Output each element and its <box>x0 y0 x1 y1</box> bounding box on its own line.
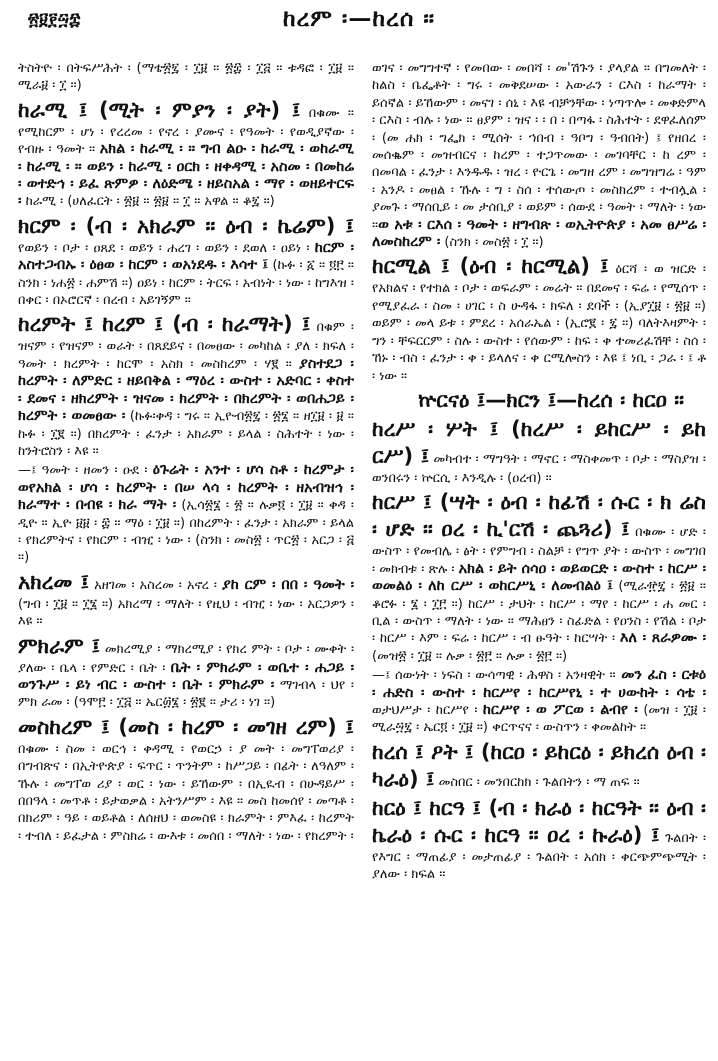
entry-reference: (ስንክ ፡ መስ፳ ፡ ፲ ።) <box>440 235 544 251</box>
entry-headword: ምክራም ፤ <box>18 633 101 658</box>
entry-definition: መክረሚያ ፡ ማክረሚያ ፡ የክረ ምት ፡ ቦታ ፡ ሙቀት ፡ ያለው ፡ ቤላ ፡ የምድር ፡ ቤት ፡ <box>18 641 354 676</box>
entry-headword: መስከረም ፤ (መስ ፡ ከረም ፡ መገዘ ረም) ፤ <box>18 714 354 739</box>
entry-quotation: ከርም ፡ አስተጋብኡ ፡ ዕፀወ ፡ ከርም ፡ ወአነደዱ ፡ እሳተ ፤ <box>18 239 354 274</box>
entry-headword: ከረሥ ፡ ሦት ፤ (ከረሥ ፡ ይከርሥ ፡ ይከ ርሥ) ፤ <box>372 416 706 468</box>
left-entry <box>18 633 354 712</box>
entry-definition: የወይን ፡ ቦታ ፡ ዐጸደ ፡ ወይን ፡ ሐረገ ፡ ወይን ፡ ደወለ ፡ ዐይነ ፡ <box>18 240 315 256</box>
entry-definition: ጉልበት ፡ የእግር ፡ ማጠፊያ ፡ መታጠፊያ ፡ ጉልበት ፡ አሰክ ፡ ቀርጭምጭሚት ፡ ያለው ፡ ክፍል ። <box>372 830 706 883</box>
entry-definition: መካብተ ፡ ማግዓት ፡ ማኖር ፡ ማስቀመጥ ፡ ቦታ ፡ ማስያዝ ፡ ወንበሩን ፡ ኵርሲ ፡ እንዲሉ ፡ (ዐረብ) ። <box>372 451 706 486</box>
entry-quotation: ያስተደጋ ፡ ከረምት ፡ ለምድር ፡ ዘይበቅል ፡ ማዕረ ፡ ውስተ ፡ አድባር ፡ ቀስተ ፡ ደመና ፡ ዘክረምት ፡ ዝናመ ፡ ክረምት ፡ በክረምት ፡ ወበሐጋይ ፡ ክረምት ፡ ወመፀው ፡ <box>18 355 354 425</box>
entry-reference: ማገብላ ፡ ህየ ፡ ምክ ራመ ፡ (ዓሞ፫ ፡ ፲፭ ። ኤር፴፮ ፡ ፳፪ ። ታሪ ፡ ነገ ።) <box>18 677 354 711</box>
continuation-text: ወገና ፡ መግግተኛ ፡ የመበው ፡ መበሻ ፡ መ'ሽጉን ፡ ያላያል ። በግመለት ፡ ከልስ ፡ ቤፌቶት ፡ ግሩ ፡ መቅደሠው ፡ አውራን ፡ ርእስ ፡ ከራማት ፡ ይሰኛል ፡ ይኸውም ፡ መናገ ፡ ሰኒ ፡ እዩ ብቻንቸው ፡ ነጣጥሎ ፡ መቀድምላ ፡ ርእስ ፡ ብሉ ፡ ነው ። ፀያም ፡ ዝና ፡ ፡ በ ፡ በጣፋ ፡ ስሕተት ፡ ደዋፈለሰም ፡ (መ ሐክ ፡ ግፌክ ፡ ሚሰት ፡ ኀበብ ፡ ዓቦግ ፡ ዓብበት) ፤ የዘበረ ፡ መሰቈም ፡ መዝብርና ፡ ከረም ፡ ተጋጥመው ፡ መገባቸር ፡ ከ ረም ፡ በመባል ፡ ፈንታ ፡ እንዱዱ ፡ ዝረ ፡ ዮርጌ ፡ መግዘ ረም ፡ መግዝግሬ ፡ ዓም ፡ አንዶ ፡ መፀል ፡ ኹሉ ፡ ግ ፡ ስሰ ፡ ተሰውጦ ፡ መስክረም ፡ ተብሏል ፡ ያመጉ ፡ ማሰቢይ ፡ መ ታሰቢያ ፡ ወይም ፡ ሰውደ ፡ ዓመት ፡ ማለት ፡ ነው ። <box>372 61 706 233</box>
entry-reference: (ኩፉ፡ቀዳ ፡ ግሩ ። ኢዮብ፳፯ ፡ ፳፮ ። ዘ፲፱ ፡ ፱ ። ኩፉ ፡ ፲፪ ።) በክረምት ፡ ፈንታ ፡ አክራም ፡ ይላል ፡ ስሕተት ፡ ነው ፡ ከንትሮስን ፡ እዩ ። <box>18 409 354 459</box>
left-entry <box>18 97 354 211</box>
entry-definition: በቁሙ ፡ ስመ ፡ ወርኅ ፡ ቀዳሚ ፡ የወርኃ ፡ ያ መት ፡ መግፐወሪያ ፡ በግብጽና ፡ በኢትዮጵያ ፡ ፍጥር ፡ ጥንትም ፡ ከሥጋይ ፡ በፊት ፡ ለዓለም ፡ ኹሉ ፡ መግፐወ ሪያ ፡ ወር ፡ ነው ፡ ይኸውም ፡ በኢዪብ ፡ በሁዳይሥ ፡ በበዓላ ፡ መጥቶ ፡ ይታወቃል ፡ አትንሥም ፡ እዩ ። መስ ከመሰየ ፡ መጣቶ ፡ በክሪም ፡ ዓይ ፡ ወይቶል ፡ ለሰዘህ ፡ ወመስዩ ፡ ክራምት ፡ ምእፈ ፡ ከረምት ፡ ተብለ ፡ ይፈታል ፡ ምስክሬ ፡ ውእቱ ፡ መሰበ ፡ ማለት ፡ ነው ፡ የክረምት ፡ <box>18 741 354 844</box>
entry-quotation: ከርሥየ ፡ ወ ፖርወ ፡ ልብየ ፡ <box>482 701 638 718</box>
entry-reference: (ኩፉ ፡ ፩ ። ፬፫ ። ስንክ ፡ ነሐ፳ ፡ ሐምሽ ።) ዐይነ ፡ ከርም ፡ ትርፍ ፡ አብነት ፡ ነው ፡ ከግእዝ ፡ በቀር ፡ በኦሮርኛ ፡ በረብ ፡ አይገኝም ። <box>18 258 354 309</box>
left-entry <box>18 311 354 460</box>
entry-quotation: ቤት ፡ ምክራም ፡ ወቤተ ፡ ሐጋይ ፡ ወንጉሥ ፡ ይነ ብር ፡ ውስተ ፡ ቤት ፡ ምክራም ፡ <box>18 659 354 693</box>
entry-quotation: አክል ፡ ይት ሰሳዐ ፡ ወይወርድ ፡ ውስተ ፡ ከርሥ ፡ ወመልዕ ፡ ለከ ርሥ ፡ ወከርሥኒ ፡ ለመብልዕ ፤ <box>372 560 706 595</box>
right-entry <box>372 416 706 487</box>
entry-quotation: አክል ፡ ከራሚ ፡ ። ግብ ልዑ ፡ ከራሚ ፡ ወከራሚ ፡ ከራሚ ፡ ። ወይን ፡ ከራሚ ፡ ዐርክ ፡ ዘቀዳሚ ፡ አስመ ፡ በመከሬ ፡ ወተድኅ ፡ ይፈ ጽምዎ ፡ ለዕድሜ ፡ ዘይስአል ፡ ማየ ፡ ወዘይተርፍ ፡ <box>18 141 354 210</box>
page-number: ፳፱፻፵፰ <box>28 10 81 30</box>
cross-reference-text: ኵርናዕ ፤—ክርን ፤—ከረሰ ፡ ከርዐ ። <box>418 387 685 412</box>
entry-quotation: ያከ ርም ፡ በበ ፡ ዓመት ፡ <box>221 576 354 593</box>
entry-headword: ከራሚ ፤ (ሚት ፡ ምያን ፡ ያት) ፤ <box>18 97 301 122</box>
entry-quotation: ዕጉሬት ፡ አንተ ፡ ሆሳ ስቶ ፡ ከረምታ ፡ ወየአክል ፡ ሆሳ ፡ ከረምት ፡ በሠ ላሳ ፡ ከረምት ፡ ዘአብዝኅ ፡ ክራማተ ፡ በብዩ ፡ ክራ ማት ፡ <box>18 462 354 514</box>
entry-headword: ከርሥ ፤ (ሣት ፡ ዕብ ፡ ከፊሽ ፡ ሱር ፡ ክ ሬስ ፡ ሆድ ። ዐረ ፡ ኪ'ርሽ ፡ ጨጓሪ) ፤ <box>372 490 706 542</box>
continuation-text: —፤ ዓመት ፡ ዘመን ፡ ዑደ ፡ <box>18 463 153 479</box>
page-header <box>0 0 718 40</box>
right-entry <box>372 253 706 384</box>
left-entry <box>18 213 354 310</box>
entry-definition: በቁሙ ፡ ሆድ ፡ ውስጥ ፡ የመብሌ ፡ ፅት ፡ የምግብ ፡ ስልቻ ፡ የግጥ ያት ፡ ውስጥ ፡ መግገበ ፡ መክብቱ ፡ ጽሉ ፡ <box>372 525 706 577</box>
entry-quotation: መን ፈስ ፡ ርቱዕ ፡ ሐድስ ፡ ውስተ ፡ ከርሥየ ፡ ከርሥየኒ ፡ ተ ሀውከት ፡ ሳቴ ፡ <box>372 667 706 701</box>
page-title: ከረም ፡—ከረሰ ። <box>282 6 436 32</box>
right-entry <box>372 739 706 793</box>
entry-headword: ከርሚል ፤ (ዕብ ፡ ከርሚል) ፤ <box>372 254 609 279</box>
entry-headword: ከርዕ ፤ ከርዓ ፤ (ብ ፡ ክራዕ ፡ ከርዓት ። ዕብ ፡ ኬራዕ ፡ ሱር ፡ ከርዓ ። ዐረ ፡ ኩራዕ) ፤ <box>372 795 706 847</box>
entry-headword: ክርም ፡ (ብ ፡ አክራም ። ዕብ ፡ ኬሬም) ፤ <box>18 213 354 238</box>
right-entry <box>372 489 706 665</box>
left-continuation <box>18 462 354 566</box>
right-entry <box>372 795 706 884</box>
left-entry <box>18 569 354 631</box>
right-continuation <box>372 667 706 737</box>
entry-reference: (ኢሳ፳፮ ፡ ፳ ። ሉቃ፬ ፡ ፲፱ ። ቀዳ ፡ ዲዮ ። ኢዮ ፱፱ ፡ ፰ ። ማዕ ፡ ፲፱ ።) በከረምት ፡ ፈንታ ፡ አክራም ፡ ይላል ፡ የክረምትና ፡ የክርም ፡ ብዢ ፡ ነው ፡ (ስንክ ፡ መስ፳ ፡ ጥር፳ ፡ አርጋ ፡ ፭ ።) <box>18 498 354 566</box>
left-continuation <box>18 60 354 95</box>
entry-definition: መስበር ፡ መንበርከክ ፡ ጉልበትን ፡ ማ ጠፍ ። <box>434 774 640 790</box>
entry-reference: (መዝ ፡ ፲፱ ፡ ሚራ፵፯ ፡ ኤር፬ ፡ ፲፱ ።) ቀርጥናና ፡ ውስጥን ፡ ቀመልከት ። <box>372 702 706 736</box>
continuation-text: ትስትዮ ፡ በትፍሥሕት ፡ (ማቴ፳፯ ፡ ፲፱ ። ፳፰ ፡ ፲፭ ። ቱዳፎ ፡ ፲፱ ። ሚራ፱ ፡ ፲ ።) <box>18 61 354 94</box>
entry-reference: ከራሚ ፡ (ሀለፈርት ፡ ፳፱ ። ፳፱ ። ፲ ። አዋል ። ቆ፯ ።) <box>21 194 275 210</box>
entry-headword: አክረመ ፤ <box>18 569 90 594</box>
entry-definition: ዕርሻ ፡ ወ ዝርድ ፡ የአክልና ፡ የተክል ፡ ቦታ ፡ ወፍራም ፡ መሬት ። በደመና ፡ ፍሬ ፡ የሚሰጥ ፡ የሚያፈራ ፡ ስመ ፡ ሀገር ፡ ስ ሁዳፋ ፡ ክፍለ ፡ ደባች ፡ (ኢያ፲፱ ፡ ፳፱ ።) ወይም ፡ መላ ይቱ ፡ ምደረ ፡ አሰራኤል ፡ (ኢሮ፪ ፡ ፯ ።) ባለትእዛምት ፡ ግን ፡ ቸፍርርም ፡ ስሉ ፡ ውስተ ፡ የሰውም ፡ ከፍ ፡ ቀ ተመሪፈሽቸ ፡ ስሰ ፡ ኸኑ ፡ ብስ ፡ ፈንታ ፡ ቀ ፡ ይላለና ፡ ቀ ርሚሎስን ፡ እዩ ፤ ነቢ ፡ ጋራ ፡ ፤ ቶ ፡ ነው ። <box>372 262 706 384</box>
left-entry <box>18 714 354 845</box>
entry-reference: (ግብ ፡ ፲፱ ። ፲፮ ።) አክረማ ፡ ማለት ፡ የዚህ ፡ ብዢ ፡ ነው ፡ አርጋዎን ፡ እዩ ። <box>18 596 354 630</box>
entry-quotation: ወ አቱ ፡ ርእሰ ፡ ዓመት ፡ ዘግብጽ ፡ ወኢትዮጵያ ፡ አመ ፀሥሬ ፡ ለመስከረም ፡ <box>372 216 706 251</box>
entry-reference: ወታህሥታ ፡ ከርሥየ ፡ <box>372 702 483 718</box>
entry-definition: በቁም ፡ ዝናም ፡ የዝናም ፡ ወራት ፡ በጸደይና ፡ በመፀው ፡ መካከል ፡ ያለ ፡ ክፍለ ፡ ዓመት ፡ ክረምት ፡ ከርሞ ፡ አስክ ፡ መስከረም ፡ ሃ፪ ። <box>18 320 354 372</box>
left-column <box>18 60 354 1055</box>
entry-headword: ከረሰ ፤ ዖት ፤ (ከርዐ ፡ ይከርዕ ፡ ይክረሰ ዕብ ፡ ካራዕ) ፤ <box>372 739 706 791</box>
cross-reference-heading <box>372 387 706 414</box>
continuation-text: —፤ ሰውነት ፡ ነፍስ ፡ ውሳጣዊ ፡ ሕዋስ ፡ አንዛዊት ። <box>372 668 616 684</box>
entry-headword: ከረምት ፤ ከረም ፤ (ብ ፡ ከራማት) ፤ <box>18 312 311 337</box>
right-column <box>372 60 706 1055</box>
entry-reference: (መዝ፳ ፡ ፲፱ ። ሉቃ ፡ ፳፫ ። ሉቃ ፡ ፳፫ ።) <box>372 648 568 664</box>
entry-definition: አዘገመ ፡ አስረመ ፡ አኖረ ፡ <box>89 577 222 593</box>
entry-quotation: እለ ፡ ጸራዎሙ ፡ <box>619 630 706 647</box>
right-continuation <box>372 60 706 251</box>
entry-reference: (ሚራ፹፯ ፡ ፳፱ ። ቆሮፉ ፡ ፮ ፡ ፲፫ ።) ከርሥ ፡ ታህት ፡ ከርሥ ፡ ማየ ፡ ከርሥ ፡ ሐ መር ፡ ቢል ፡ ውስጥ ፡ ማለት ፡ ነው ። ማሕፀን ፡ ስፊድል ፡ የዐንስ ፡ የሽል ፡ ቦታ ፡ ከርሥ ፡ እም ፡ ፍሬ ፡ ከርሥ ፡ ብ ፁዓት ፡ ከርሣት ፡ <box>372 579 706 647</box>
entry-definition: በቁሙ ። የሚከርም ፡ ሆነ ፡ የረረመ ፡ የኖረ ፡ ያሙና ፡ የዓመት ፡ የወዲያኛው ፡ የብዙ ፡ ዓመት ። <box>18 105 354 158</box>
